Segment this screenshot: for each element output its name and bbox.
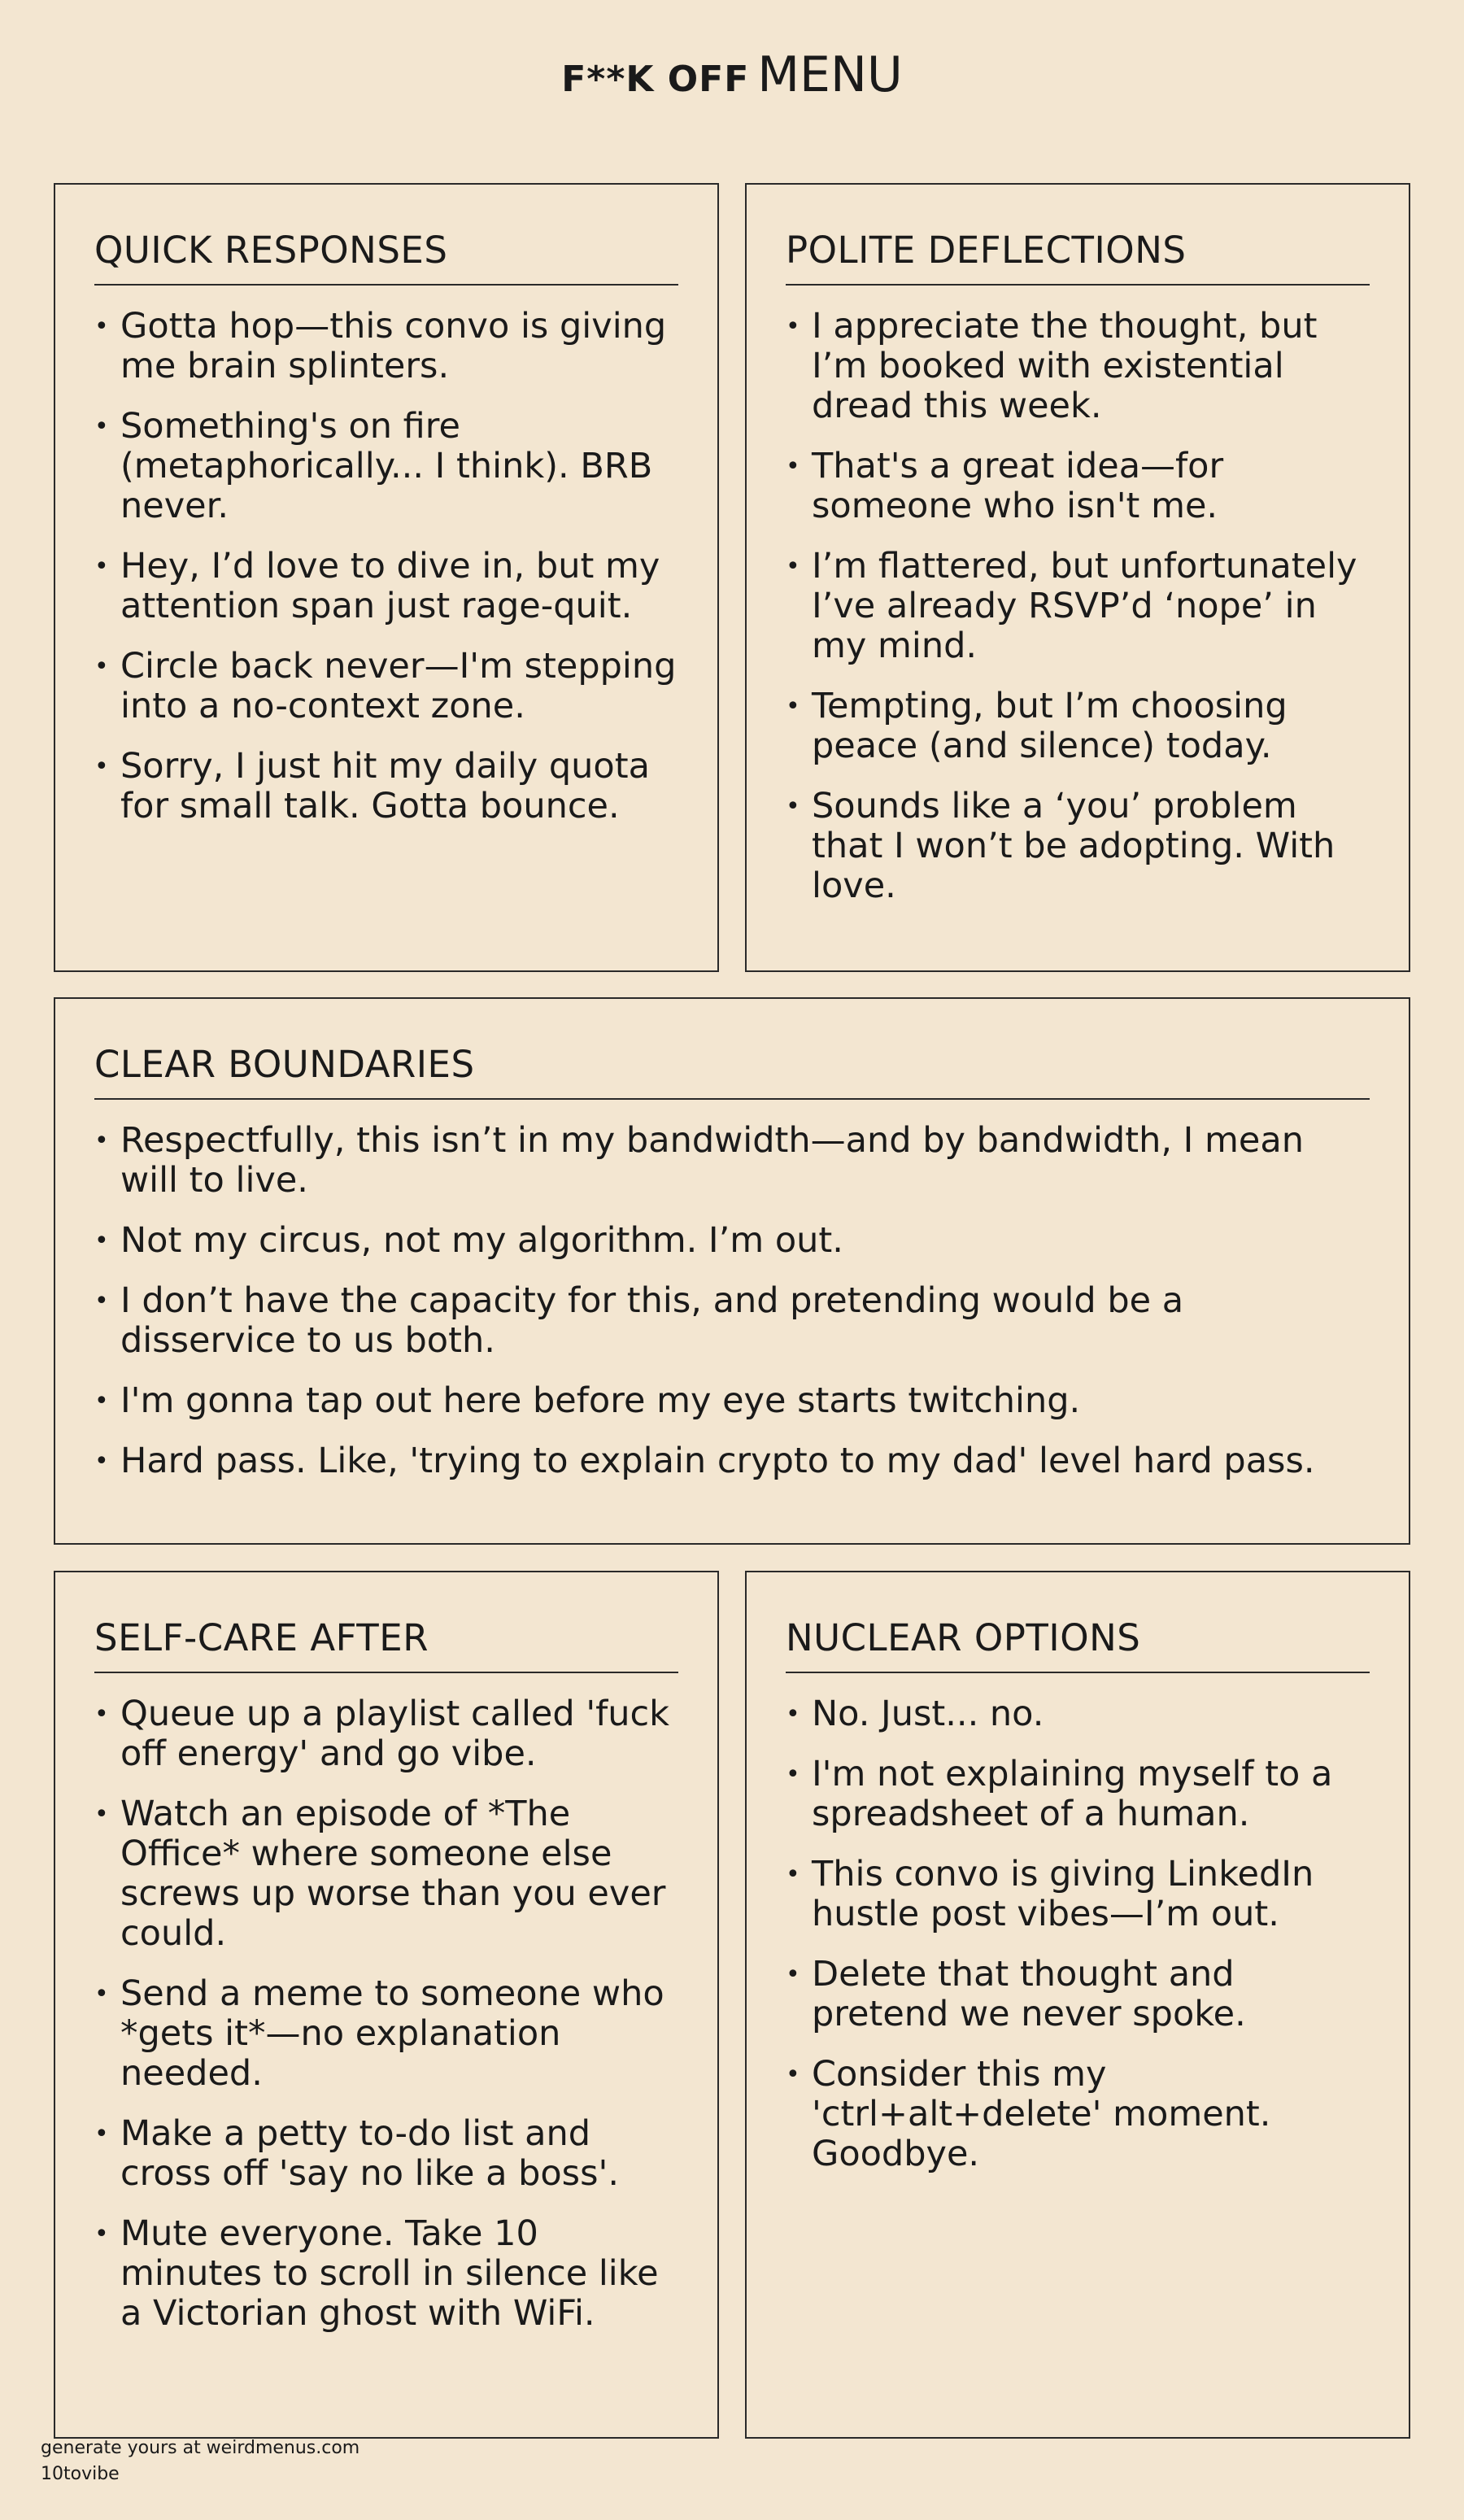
- title-main: MENU: [757, 46, 903, 103]
- list-item: • Consider this my 'ctrl+alt+delete' moment. Goodbye.: [786, 2055, 1370, 2174]
- list-item: • Delete that thought and pretend we never spoke.: [786, 1955, 1370, 2034]
- list-item: • Sorry, I just hit my daily quota for small talk. Gotta bounce.: [94, 747, 678, 826]
- list-item: • Circle back never—I'm stepping into a no-context zone.: [94, 647, 678, 726]
- list-item: • Respectfully, this isn’t in my bandwidth—and by bandwidth, I mean will to live.: [94, 1121, 1370, 1201]
- list-item: • Hey, I’d love to dive in, but my attention span just rage-quit.: [94, 547, 678, 626]
- section-list: [786, 307, 1370, 906]
- list-item: • Gotta hop—this convo is giving me brain splinters.: [94, 307, 678, 386]
- list-item: • I appreciate the thought, but I’m booked with existential dread this week.: [786, 307, 1370, 426]
- section-self-care-after: [54, 1571, 719, 2439]
- list-item: • Not my circus, not my algorithm. I’m out.: [94, 1221, 1370, 1261]
- list-item: • I'm not explaining myself to a spreadsheet of a human.: [786, 1755, 1370, 1834]
- section-heading: SELF-CARE AFTER: [94, 1618, 678, 1673]
- footer: [41, 2435, 359, 2487]
- section-list: [94, 307, 678, 826]
- footer-tag: 10tovibe: [41, 2464, 120, 2484]
- page-title: [0, 46, 1464, 103]
- list-item: • I’m flattered, but unfortunately I’ve already RSVP’d ‘nope’ in my mind.: [786, 547, 1370, 666]
- list-item: • Send a meme to someone who *gets it*—no explanation needed.: [94, 1974, 678, 2094]
- list-item: • Make a petty to-do list and cross off 'say no like a boss'.: [94, 2114, 678, 2194]
- list-item: • Tempting, but I’m choosing peace (and silence) today.: [786, 687, 1370, 766]
- list-item: • This convo is giving LinkedIn hustle post vibes—I’m out.: [786, 1855, 1370, 1934]
- footer-link-text: generate yours at weirdmenus.com: [41, 2438, 360, 2458]
- section-heading: CLEAR BOUNDARIES: [94, 1044, 1370, 1100]
- list-item: • No. Just... no.: [786, 1694, 1370, 1734]
- list-item: • I don’t have the capacity for this, and pretending would be a disservice to us both.: [94, 1281, 1370, 1361]
- list-item: • I'm gonna tap out here before my eye starts twitching.: [94, 1381, 1370, 1421]
- section-heading: QUICK RESPONSES: [94, 230, 678, 286]
- section-nuclear-options: [745, 1571, 1410, 2439]
- section-polite-deflections: [745, 183, 1410, 972]
- section-list: [94, 1121, 1370, 1481]
- list-item: • Mute everyone. Take 10 minutes to scroll in silence like a Victorian ghost with WiFi.: [94, 2214, 678, 2334]
- section-list: [786, 1694, 1370, 2174]
- list-item: • Sounds like a ‘you’ problem that I won’t be adopting. With love.: [786, 787, 1370, 906]
- list-item: • Watch an episode of *The Office* where someone else screws up worse than you ever could.: [94, 1794, 678, 1954]
- section-list: [94, 1694, 678, 2334]
- section-heading: POLITE DEFLECTIONS: [786, 230, 1370, 286]
- title-prefix: F**K OFF: [561, 59, 750, 100]
- list-item: • That's a great idea—for someone who isn't me.: [786, 447, 1370, 526]
- section-heading: NUCLEAR OPTIONS: [786, 1618, 1370, 1673]
- list-item: • Hard pass. Like, 'trying to explain crypto to my dad' level hard pass.: [94, 1441, 1370, 1481]
- list-item: • Queue up a playlist called 'fuck off energy' and go vibe.: [94, 1694, 678, 1774]
- list-item: • Something's on fire (metaphorically... I think). BRB never.: [94, 407, 678, 526]
- section-quick-responses: [54, 183, 719, 972]
- section-clear-boundaries: [54, 997, 1410, 1545]
